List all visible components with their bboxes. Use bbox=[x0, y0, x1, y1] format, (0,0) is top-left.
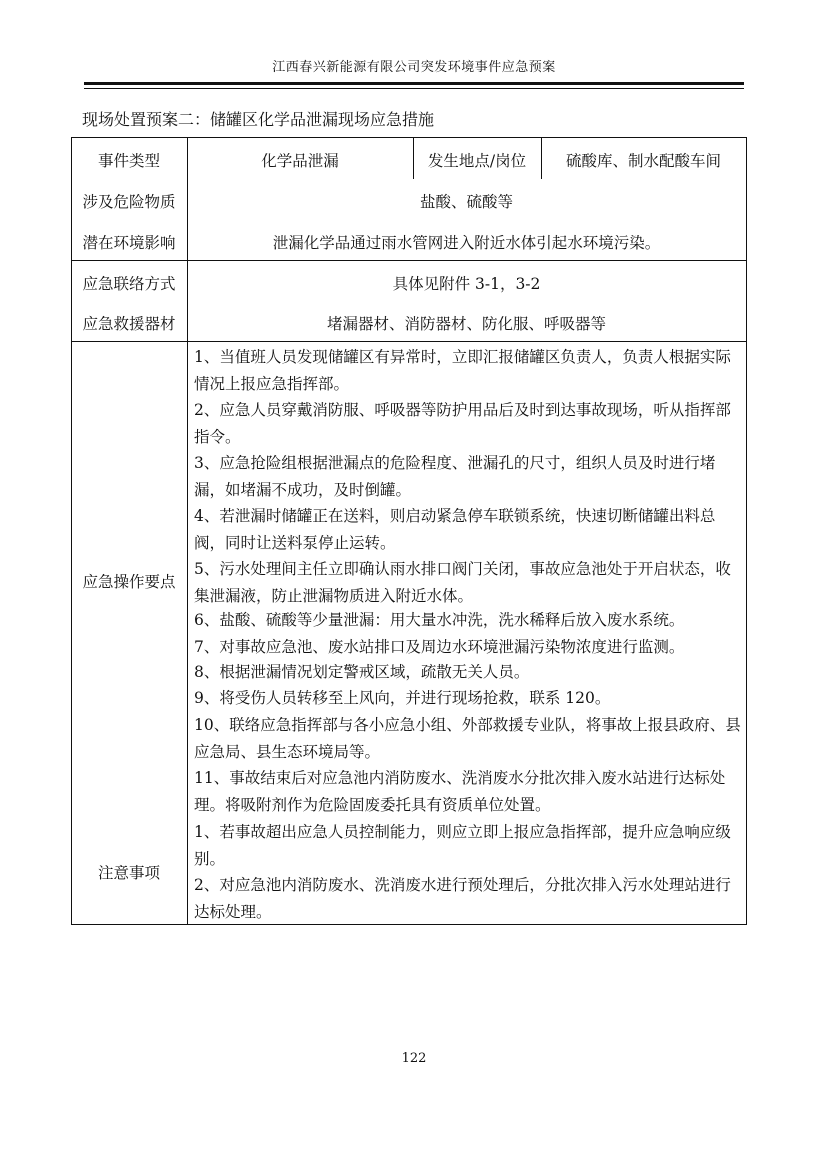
equipment-value: 堵漏器材、消防器材、防化服、呼吸器等 bbox=[326, 315, 606, 333]
equipment-label: 应急救援器材 bbox=[82, 315, 176, 333]
table-border-top bbox=[71, 137, 747, 138]
operations-item: 8、根据泄漏情况划定警戒区域，疏散无关人员。 bbox=[194, 663, 530, 681]
event-type-value: 化学品泄漏 bbox=[261, 152, 339, 170]
operations-item: 11、事故结束后对应急池内消防废水、洗消废水分批次排入废水站进行达标处理。将吸附剂作为危险固废委托具有资质单位处置。 bbox=[194, 769, 726, 814]
contact-value: 具体见附件 3-1，3-2 bbox=[392, 275, 541, 293]
contact-label: 应急联络方式 bbox=[82, 275, 176, 293]
event-type-label: 事件类型 bbox=[97, 152, 160, 170]
table-label-column-divider bbox=[187, 137, 188, 925]
impact-value: 泄漏化学品通过雨水管网进入附近水体引起水环境污染。 bbox=[272, 234, 661, 252]
operations-item: 3、应急抢险组根据泄漏点的危险程度、泄漏孔的尺寸，组织人员及时进行堵漏，如堵漏不成功，及时倒罐。 bbox=[194, 454, 716, 499]
operations-label: 应急操作要点 bbox=[82, 573, 176, 591]
operations-item: 1、当值班人员发现储罐区有异常时，立即汇报储罐区负责人，负责人根据实际情况上报应急指挥部。 bbox=[194, 348, 731, 393]
page-number: 122 bbox=[401, 1051, 427, 1066]
table-divider-2 bbox=[71, 341, 747, 342]
operations-item: 9、将受伤人员转移至上风向，并进行现场抢救，联系 120。 bbox=[194, 689, 611, 707]
location-value: 硫酸库、制水配酸车间 bbox=[565, 152, 721, 170]
operations-item: 4、若泄漏时储罐正在送料，则启动紧急停车联锁系统，快速切断储罐出料总阀，同时让送料泵停止运转。 bbox=[194, 507, 716, 552]
table-divider-1 bbox=[71, 260, 747, 261]
operations-item: 5、污水处理间主任立即确认雨水排口阀门关闭，事故应急池处于开启状态，收集泄漏液，防止泄漏物质进入附近水体。 bbox=[194, 560, 731, 605]
section-title: 现场处置预案二：储罐区化学品泄漏现场应急措施 bbox=[82, 110, 435, 129]
notes-label: 注意事项 bbox=[97, 864, 160, 882]
header-rule-thin bbox=[84, 88, 744, 89]
notes-item: 1、若事故超出应急人员控制能力，则应立即上报应急指挥部，提升应急响应级别。 bbox=[194, 823, 731, 868]
table-border-right bbox=[746, 137, 747, 925]
operations-item: 2、应急人员穿戴消防服、呼吸器等防护用品后及时到达事故现场，听从指挥部指令。 bbox=[194, 401, 731, 446]
impact-label: 潜在环境影响 bbox=[82, 234, 176, 252]
operations-item: 6、盐酸、硫酸等少量泄漏：用大量水冲洗，洗水稀释后放入废水系统。 bbox=[194, 611, 685, 629]
table-border-left bbox=[71, 137, 72, 925]
operations-item: 10、联络应急指挥部与各小应急小组、外部救援专业队，将事故上报县政府、县应急局、县生态环境局等。 bbox=[194, 716, 741, 761]
location-label: 发生地点/岗位 bbox=[427, 152, 527, 170]
header-rule-thick bbox=[84, 82, 744, 85]
operations-item: 7、对事故应急池、废水站排口及周边水环境泄漏污染物浓度进行监测。 bbox=[194, 638, 685, 656]
notes-item: 2、对应急池内消防废水、洗消废水进行预处理后，分批次排入污水处理站进行达标处理。 bbox=[194, 876, 731, 921]
hazard-label: 涉及危险物质 bbox=[82, 193, 176, 211]
hazard-value: 盐酸、硫酸等 bbox=[419, 193, 513, 211]
document-header-title: 江西春兴新能源有限公司突发环境事件应急预案 bbox=[272, 60, 556, 75]
